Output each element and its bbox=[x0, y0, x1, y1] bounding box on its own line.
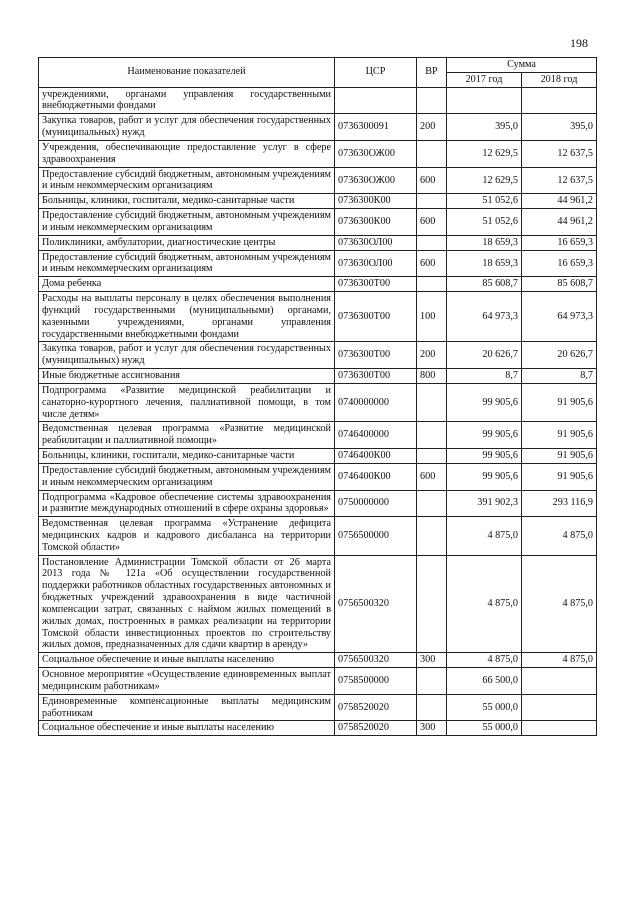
row-csr: 0736300Т00 bbox=[335, 277, 417, 292]
row-amount-2017: 12 629,5 bbox=[447, 167, 522, 194]
table-row bbox=[39, 422, 597, 449]
row-amount-2018: 44 961,2 bbox=[522, 209, 597, 236]
row-name: Подпрограмма «Развитие медицинской реабилитации и санаторно-курортного лечения, паллиативной помощи, в том числе детям» bbox=[39, 383, 335, 421]
row-name: Закупка товаров, работ и услуг для обеспечения государственных (муниципальных) нужд bbox=[39, 114, 335, 141]
table-row bbox=[39, 555, 597, 653]
row-vr: 300 bbox=[417, 653, 447, 668]
row-vr: 800 bbox=[417, 369, 447, 384]
row-vr bbox=[417, 668, 447, 695]
row-name: учреждениями, органами управления государственными внебюджетными фондами bbox=[39, 87, 335, 114]
row-amount-2018 bbox=[522, 694, 597, 721]
row-amount-2017: 85 608,7 bbox=[447, 277, 522, 292]
row-vr: 600 bbox=[417, 250, 447, 277]
row-vr bbox=[417, 277, 447, 292]
row-csr: 0736300Т00 bbox=[335, 292, 417, 342]
page-number: 198 bbox=[570, 36, 588, 50]
row-amount-2018: 91 905,6 bbox=[522, 383, 597, 421]
row-amount-2018 bbox=[522, 87, 597, 114]
table-row bbox=[39, 721, 597, 736]
row-vr: 200 bbox=[417, 114, 447, 141]
row-amount-2018: 395,0 bbox=[522, 114, 597, 141]
row-vr bbox=[417, 694, 447, 721]
row-csr: 0756500320 bbox=[335, 555, 417, 653]
row-name: Социальное обеспечение и иные выплаты населению bbox=[39, 721, 335, 736]
row-amount-2018: 91 905,6 bbox=[522, 463, 597, 490]
table-row bbox=[39, 517, 597, 555]
row-vr bbox=[417, 140, 447, 167]
row-csr: 0736300091 bbox=[335, 114, 417, 141]
budget-table bbox=[38, 57, 597, 736]
row-name: Постановление Администрации Томской области от 26 марта 2013 года № 121а «Об осуществлении государственной поддержки работников областных государственных автономных и бюджетных учреждений здравоохранения в виде частичной компенсации затрат, связанных с наймом жилых помещений в жилых домах, построенных в рамках реализации на территории Томской области инвестиционных проектов по строительству жилых домов, предназначенных для сдачи квартир в аренду» bbox=[39, 555, 335, 653]
row-amount-2017: 18 659,3 bbox=[447, 250, 522, 277]
row-vr bbox=[417, 235, 447, 250]
row-amount-2017: 99 905,6 bbox=[447, 422, 522, 449]
row-amount-2017: 55 000,0 bbox=[447, 721, 522, 736]
row-amount-2017: 64 973,3 bbox=[447, 292, 522, 342]
table-row bbox=[39, 194, 597, 209]
row-vr bbox=[417, 383, 447, 421]
row-amount-2017: 391 902,3 bbox=[447, 490, 522, 517]
row-vr bbox=[417, 194, 447, 209]
row-amount-2018: 16 659,3 bbox=[522, 235, 597, 250]
table-row bbox=[39, 463, 597, 490]
header-csr: ЦСР bbox=[335, 58, 417, 88]
row-amount-2018: 85 608,7 bbox=[522, 277, 597, 292]
row-amount-2017: 4 875,0 bbox=[447, 555, 522, 653]
row-vr bbox=[417, 517, 447, 555]
row-vr: 600 bbox=[417, 167, 447, 194]
row-amount-2018: 91 905,6 bbox=[522, 422, 597, 449]
row-amount-2017: 18 659,3 bbox=[447, 235, 522, 250]
row-vr: 600 bbox=[417, 463, 447, 490]
table-row bbox=[39, 250, 597, 277]
row-csr: 0736300К00 bbox=[335, 209, 417, 236]
row-amount-2017: 99 905,6 bbox=[447, 449, 522, 464]
row-csr bbox=[335, 87, 417, 114]
row-amount-2017: 51 052,6 bbox=[447, 194, 522, 209]
row-amount-2018: 4 875,0 bbox=[522, 517, 597, 555]
row-name: Закупка товаров, работ и услуг для обеспечения государственных (муниципальных) нужд bbox=[39, 342, 335, 369]
row-csr: 0746400000 bbox=[335, 422, 417, 449]
header-year-2018: 2018 год bbox=[522, 72, 597, 87]
row-amount-2017: 4 875,0 bbox=[447, 653, 522, 668]
table-row bbox=[39, 668, 597, 695]
row-name: Основное мероприятие «Осуществление единовременных выплат медицинским работникам» bbox=[39, 668, 335, 695]
table-row bbox=[39, 277, 597, 292]
row-csr: 073630ОЛ00 bbox=[335, 250, 417, 277]
header-year-2017: 2017 год bbox=[447, 72, 522, 87]
table-row bbox=[39, 87, 597, 114]
row-name: Ведомственная целевая программа «Устранение дефицита медицинских кадров и кадрового дисбаланса на территории Томской области» bbox=[39, 517, 335, 555]
row-amount-2017: 395,0 bbox=[447, 114, 522, 141]
table-row bbox=[39, 167, 597, 194]
header-vr: ВР bbox=[417, 58, 447, 88]
row-amount-2018: 91 905,6 bbox=[522, 449, 597, 464]
row-name: Учреждения, обеспечивающие предоставление услуг в сфере здравоохранения bbox=[39, 140, 335, 167]
row-amount-2018: 20 626,7 bbox=[522, 342, 597, 369]
row-csr: 0756500320 bbox=[335, 653, 417, 668]
row-name: Предоставление субсидий бюджетным, автономным учреждениям и иным некоммерческим организациям bbox=[39, 167, 335, 194]
row-amount-2018: 12 637,5 bbox=[522, 167, 597, 194]
row-vr: 600 bbox=[417, 209, 447, 236]
table-row bbox=[39, 140, 597, 167]
row-csr: 073630ОЖ00 bbox=[335, 140, 417, 167]
table-row bbox=[39, 235, 597, 250]
row-name: Предоставление субсидий бюджетным, автономным учреждениям и иным некоммерческим организациям bbox=[39, 250, 335, 277]
row-vr bbox=[417, 87, 447, 114]
row-amount-2017: 99 905,6 bbox=[447, 383, 522, 421]
row-csr: 0750000000 bbox=[335, 490, 417, 517]
row-amount-2018 bbox=[522, 721, 597, 736]
row-amount-2017: 8,7 bbox=[447, 369, 522, 384]
row-amount-2018: 12 637,5 bbox=[522, 140, 597, 167]
row-name: Предоставление субсидий бюджетным, автономным учреждениям и иным некоммерческим организациям bbox=[39, 463, 335, 490]
row-amount-2018: 4 875,0 bbox=[522, 555, 597, 653]
row-amount-2017: 20 626,7 bbox=[447, 342, 522, 369]
table-row bbox=[39, 449, 597, 464]
row-name: Подпрограмма «Кадровое обеспечение системы здравоохранения и развитие международных отношений в сфере охраны здоровья» bbox=[39, 490, 335, 517]
table-body bbox=[39, 87, 597, 736]
row-csr: 0758520020 bbox=[335, 721, 417, 736]
row-amount-2017: 51 052,6 bbox=[447, 209, 522, 236]
row-vr bbox=[417, 555, 447, 653]
row-amount-2017: 12 629,5 bbox=[447, 140, 522, 167]
row-csr: 0740000000 bbox=[335, 383, 417, 421]
table-row bbox=[39, 490, 597, 517]
row-vr bbox=[417, 422, 447, 449]
row-amount-2017: 99 905,6 bbox=[447, 463, 522, 490]
row-csr: 0746400К00 bbox=[335, 449, 417, 464]
row-amount-2017: 55 000,0 bbox=[447, 694, 522, 721]
row-amount-2017: 4 875,0 bbox=[447, 517, 522, 555]
table-row bbox=[39, 114, 597, 141]
row-name: Предоставление субсидий бюджетным, автономным учреждениям и иным некоммерческим организациям bbox=[39, 209, 335, 236]
row-name: Поликлиники, амбулатории, диагностические центры bbox=[39, 235, 335, 250]
row-amount-2018: 64 973,3 bbox=[522, 292, 597, 342]
row-name: Социальное обеспечение и иные выплаты населению bbox=[39, 653, 335, 668]
row-name: Больницы, клиники, госпитали, медико-санитарные части bbox=[39, 449, 335, 464]
row-amount-2018 bbox=[522, 668, 597, 695]
table-row bbox=[39, 383, 597, 421]
row-csr: 0758520020 bbox=[335, 694, 417, 721]
row-vr bbox=[417, 449, 447, 464]
row-amount-2018: 16 659,3 bbox=[522, 250, 597, 277]
row-vr bbox=[417, 490, 447, 517]
row-vr: 300 bbox=[417, 721, 447, 736]
row-name: Расходы на выплаты персоналу в целях обеспечения выполнения функций государственными (муниципальными) органами, казенными учреждениями, органами управления государственными внебюджетными фондами bbox=[39, 292, 335, 342]
table-row bbox=[39, 369, 597, 384]
row-vr: 200 bbox=[417, 342, 447, 369]
row-csr: 0736300Т00 bbox=[335, 342, 417, 369]
header-sum: Сумма bbox=[447, 58, 597, 73]
row-csr: 0746400К00 bbox=[335, 463, 417, 490]
row-csr: 073630ОЖ00 bbox=[335, 167, 417, 194]
row-csr: 0756500000 bbox=[335, 517, 417, 555]
row-name: Дома ребенка bbox=[39, 277, 335, 292]
table-header bbox=[39, 58, 597, 88]
row-csr: 0758500000 bbox=[335, 668, 417, 695]
row-csr: 073630ОЛ00 bbox=[335, 235, 417, 250]
table-row bbox=[39, 342, 597, 369]
row-amount-2018: 293 116,9 bbox=[522, 490, 597, 517]
row-amount-2017: 66 500,0 bbox=[447, 668, 522, 695]
row-csr: 0736300К00 bbox=[335, 194, 417, 209]
row-amount-2018: 44 961,2 bbox=[522, 194, 597, 209]
table-row bbox=[39, 694, 597, 721]
row-vr: 100 bbox=[417, 292, 447, 342]
row-amount-2018: 4 875,0 bbox=[522, 653, 597, 668]
row-name: Иные бюджетные ассигнования bbox=[39, 369, 335, 384]
header-name: Наименование показателей bbox=[39, 58, 335, 88]
row-name: Единовременные компенсационные выплаты медицинским работникам bbox=[39, 694, 335, 721]
table-row bbox=[39, 653, 597, 668]
row-amount-2017 bbox=[447, 87, 522, 114]
table-row bbox=[39, 209, 597, 236]
row-name: Ведомственная целевая программа «Развитие медицинской реабилитации и паллиативной помощи» bbox=[39, 422, 335, 449]
row-amount-2018: 8,7 bbox=[522, 369, 597, 384]
row-csr: 0736300Т00 bbox=[335, 369, 417, 384]
row-name: Больницы, клиники, госпитали, медико-санитарные части bbox=[39, 194, 335, 209]
table-row bbox=[39, 292, 597, 342]
